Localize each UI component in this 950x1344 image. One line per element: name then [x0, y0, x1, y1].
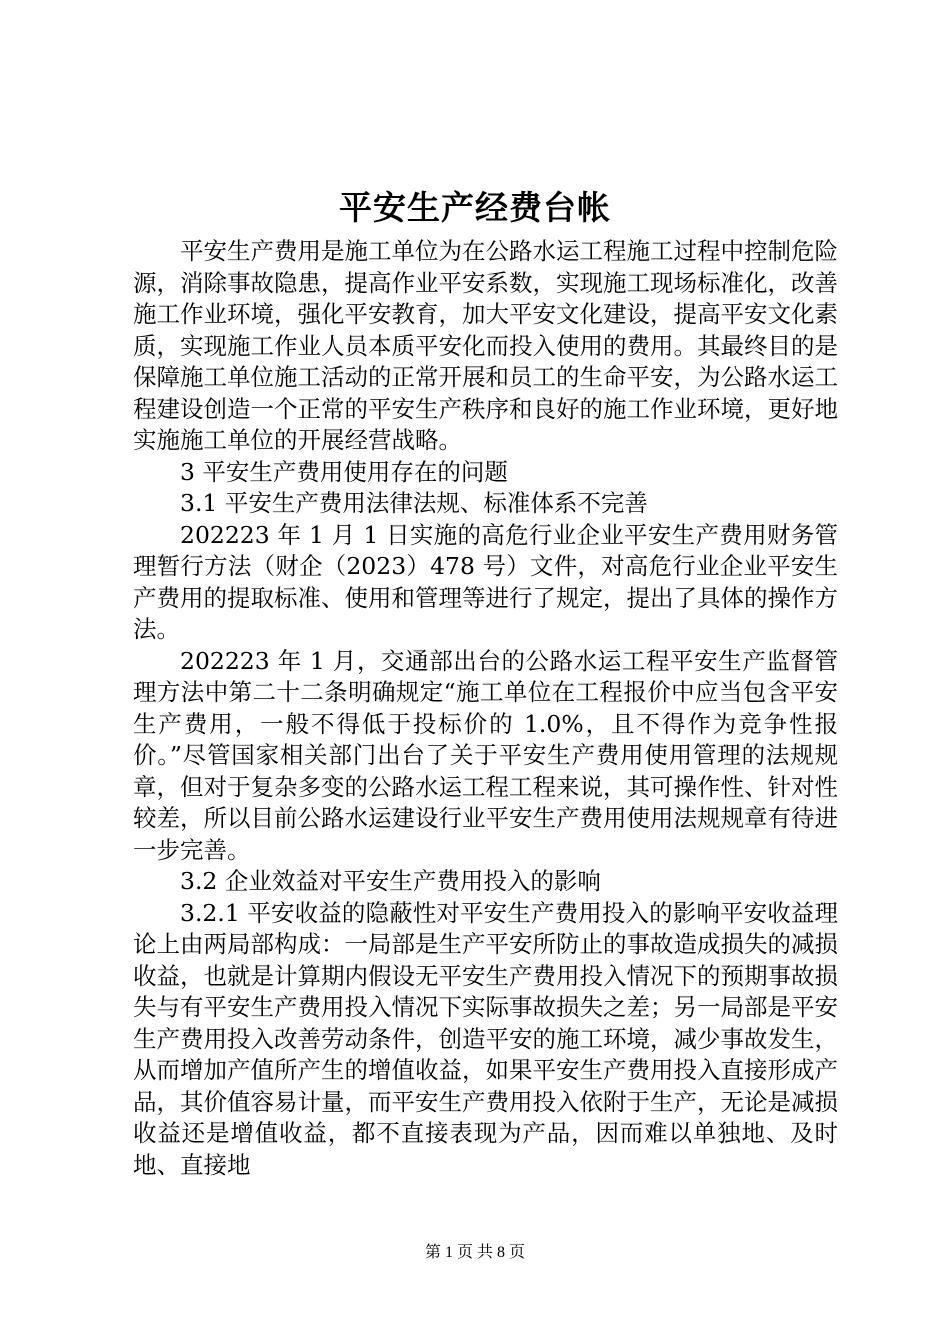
document-body: [133, 236, 838, 1181]
page-title: 平安生产经费台帐: [339, 188, 611, 227]
paragraph: 202223 年 1 月，交通部出台的公路水运工程平安生产监督管理方法中第二十二条明确规定“施工单位在工程报价中应当包含平安生产费用，一般不得低于投标价的 1.0%，且不得作为竞争性报价。”尽管国家相关部门出台了关于平安生产费用使用管理的法规规章，但对于复杂多变的公路水运工程工程来说，其可操作性、针对性较差，所以目前公路水运建设行业平安生产费用使用法规规章有待进一步完善。: [133, 646, 838, 864]
page-number-footer: 第 1 页 共 8 页: [424, 1244, 525, 1261]
paragraph: 202223 年 1 月 1 日实施的高危行业企业平安生产费用财务管理暂行方法（财企（2023）478 号）文件，对高危行业企业平安生产费用的提取标准、使用和管理等进行了规定，提出了具体的操作方法。: [133, 520, 838, 643]
subsection-heading: 3.2 企业效益对平安生产费用投入的影响: [180, 867, 601, 895]
subsection-heading: 3.1 平安生产费用法律法规、标准体系不完善: [180, 489, 648, 517]
paragraph: 3.2.1 平安收益的隐蔽性对平安生产费用投入的影响平安收益理论上由两局部构成：一局部是生产平安所防止的事故造成损失的减损收益，也就是计算期内假设无平安生产费用投入情况下的预期事故损失与有平安生产费用投入情况下实际事故损失之差；另一局部是平安生产费用投入改善劳动条件，创造平安的施工环境，减少事故发生，从而增加产值所产生的增值收益，如果平安生产费用投入直接形成产品，其价值容易计量，而平安生产费用投入依附于生产，无论是减损收益还是增值收益，都不直接表现为产品，因而难以单独地、及时地、直接地: [133, 898, 838, 1179]
paragraph: 平安生产费用是施工单位为在公路水运工程施工过程中控制危险源，消除事故隐患，提高作业平安系数，实现施工现场标准化，改善施工作业环境，强化平安教育，加大平安文化建设，提高平安文化素质，实现施工作业人员本质平安化而投入使用的费用。其最终目的是保障施工单位施工活动的正常开展和员工的生命平安，为公路水运工程建设创造一个正常的平安生产秩序和良好的施工作业环境，更好地实施施工单位的开展经营战略。: [133, 237, 838, 454]
section-heading: 3 平安生产费用使用存在的问题: [180, 457, 508, 486]
